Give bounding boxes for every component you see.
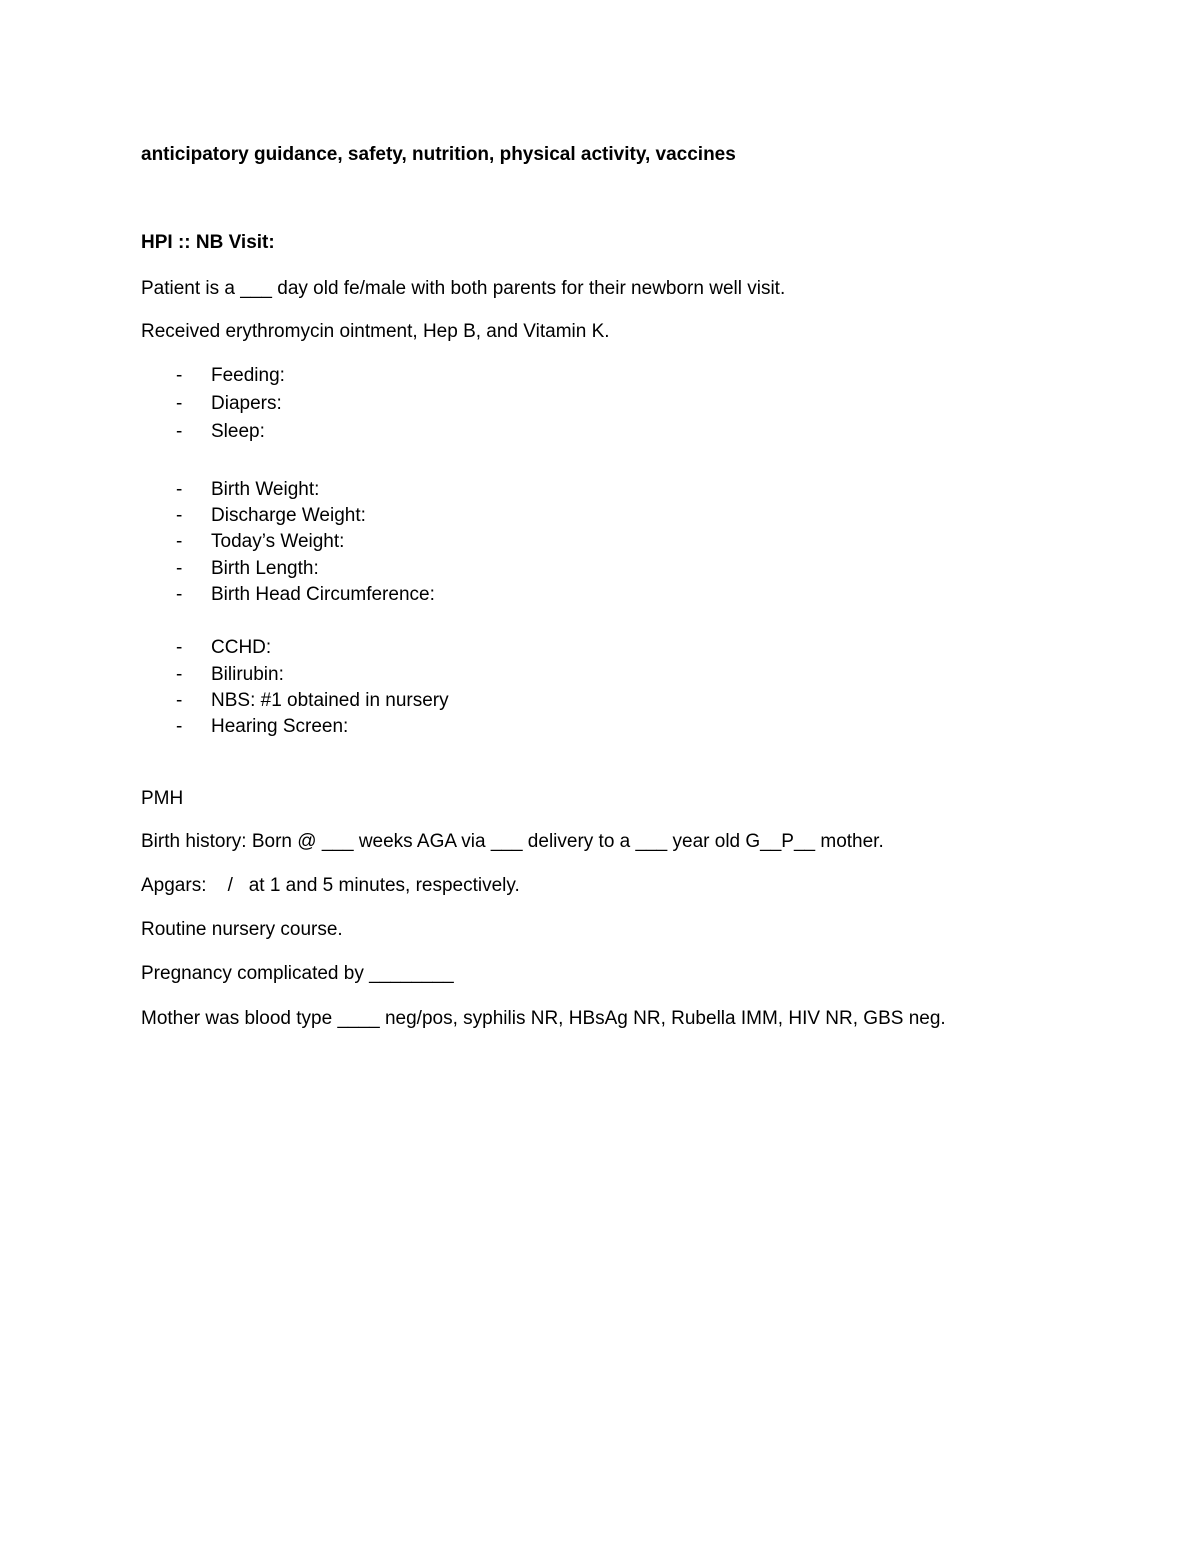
list-item (176, 583, 435, 607)
list-item-label: Bilirubin: (211, 664, 284, 685)
list-item (176, 636, 272, 660)
list-item-label: Birth Weight: (211, 479, 320, 500)
list-item-label: Sleep: (211, 421, 265, 442)
bullet-dash: - (176, 365, 183, 386)
list-item (176, 530, 345, 554)
bullet-dash: - (176, 716, 183, 737)
bullet-dash: - (176, 393, 183, 414)
list-item (176, 504, 366, 528)
list-item (176, 715, 349, 739)
bullet-dash: - (176, 421, 183, 442)
list-item-label: NBS: #1 obtained in nursery (211, 690, 449, 711)
list-item-label: Diapers: (211, 393, 282, 414)
hpi-meds: Received erythromycin ointment, Hep B, and Vitamin K. (141, 321, 610, 342)
list-item (176, 663, 284, 687)
bullet-dash: - (176, 584, 183, 605)
bullet-dash: - (176, 505, 183, 526)
bullet-dash: - (176, 637, 183, 658)
list-item (176, 392, 282, 416)
bullet-dash: - (176, 479, 183, 500)
hpi-intro: Patient is a ___ day old fe/male with both parents for their newborn well visit. (141, 278, 786, 299)
list-item (176, 420, 265, 444)
list-item-label: Birth Head Circumference: (211, 584, 435, 605)
list-item-label: Feeding: (211, 365, 285, 386)
bullet-dash: - (176, 531, 183, 552)
apgars: Apgars: / at 1 and 5 minutes, respectively. (141, 875, 520, 896)
list-item (176, 689, 449, 713)
bullet-dash: - (176, 664, 183, 685)
bullet-dash: - (176, 558, 183, 579)
hpi-title: HPI :: NB Visit: (141, 232, 275, 253)
birth-history: Birth history: Born @ ___ weeks AGA via ___ delivery to a ___ year old G__P__ mother. (141, 831, 884, 852)
list-item-label: Birth Length: (211, 558, 319, 579)
list-item (176, 478, 320, 502)
pmh-title: PMH (141, 788, 184, 809)
list-item-label: Today’s Weight: (211, 531, 345, 552)
list-item-label: Discharge Weight: (211, 505, 366, 526)
nursery-course: Routine nursery course. (141, 919, 343, 940)
bullet-dash: - (176, 690, 183, 711)
pregnancy-complications: Pregnancy complicated by ________ (141, 963, 454, 984)
list-item-label: CCHD: (211, 637, 272, 658)
mother-labs: Mother was blood type ____ neg/pos, syphilis NR, HBsAg NR, Rubella IMM, HIV NR, GBS neg. (141, 1008, 946, 1029)
list-item (176, 364, 285, 388)
list-item (176, 557, 319, 581)
list-item-label: Hearing Screen: (211, 716, 349, 737)
document-heading: anticipatory guidance, safety, nutrition, physical activity, vaccines (141, 144, 736, 165)
